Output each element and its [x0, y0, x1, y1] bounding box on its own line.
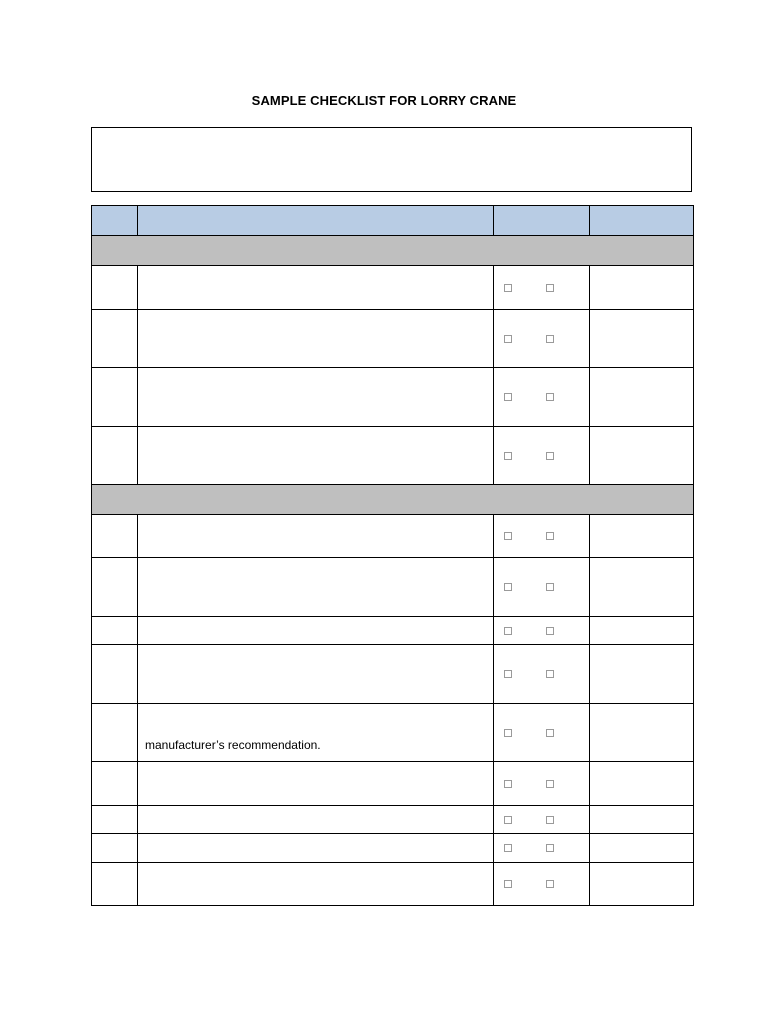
row-check-cell	[494, 427, 590, 485]
yes-checkbox[interactable]	[504, 816, 512, 824]
yes-checkbox[interactable]	[504, 780, 512, 788]
yes-checkbox[interactable]	[504, 335, 512, 343]
yes-checkbox[interactable]	[504, 844, 512, 852]
row-check-cell	[494, 806, 590, 834]
table-row	[92, 310, 694, 368]
yes-checkbox[interactable]	[504, 880, 512, 888]
row-remarks-cell	[590, 704, 694, 762]
row-description-cell	[138, 863, 494, 906]
no-checkbox[interactable]	[546, 670, 554, 678]
no-checkbox[interactable]	[546, 452, 554, 460]
row-check-cell	[494, 515, 590, 558]
yes-checkbox[interactable]	[504, 532, 512, 540]
table-row	[92, 762, 694, 806]
row-number-cell	[92, 645, 138, 704]
row-check-cell	[494, 617, 590, 645]
row-remarks-cell	[590, 558, 694, 617]
row-check-cell	[494, 834, 590, 863]
table-row	[92, 704, 694, 762]
table-row	[92, 645, 694, 704]
no-checkbox[interactable]	[546, 844, 554, 852]
row-remarks-cell	[590, 762, 694, 806]
no-checkbox[interactable]	[546, 880, 554, 888]
row-description-cell	[138, 762, 494, 806]
table-row	[92, 266, 694, 310]
row-remarks-cell	[590, 806, 694, 834]
table-row	[92, 515, 694, 558]
row-check-cell	[494, 266, 590, 310]
row-description-cell	[138, 645, 494, 704]
row-number-cell	[92, 762, 138, 806]
row-description-cell	[138, 515, 494, 558]
section-row-1	[92, 236, 694, 266]
yes-checkbox[interactable]	[504, 729, 512, 737]
row-description-cell	[138, 368, 494, 427]
row-number-cell	[92, 427, 138, 485]
row-description-cell	[138, 427, 494, 485]
header-cell-item	[138, 206, 494, 236]
row-description-cell: manufacturer’s recommendation.	[138, 704, 494, 762]
row-check-cell	[494, 645, 590, 704]
row-number-cell	[92, 617, 138, 645]
table-row	[92, 617, 694, 645]
row-number-cell	[92, 704, 138, 762]
yes-checkbox[interactable]	[504, 627, 512, 635]
table-row	[92, 427, 694, 485]
row-remarks-cell	[590, 427, 694, 485]
table-row	[92, 558, 694, 617]
no-checkbox[interactable]	[546, 393, 554, 401]
row-description-cell	[138, 834, 494, 863]
table-row	[92, 834, 694, 863]
row-number-cell	[92, 558, 138, 617]
no-checkbox[interactable]	[546, 816, 554, 824]
section-header-cell	[92, 236, 694, 266]
row-check-cell	[494, 704, 590, 762]
row-description-cell	[138, 266, 494, 310]
table-row	[92, 806, 694, 834]
row-check-cell	[494, 762, 590, 806]
row-check-cell	[494, 863, 590, 906]
row-remarks-cell	[590, 834, 694, 863]
header-cell-check	[494, 206, 590, 236]
header-cell-remarks	[590, 206, 694, 236]
row-description-cell	[138, 310, 494, 368]
row-remarks-cell	[590, 266, 694, 310]
no-checkbox[interactable]	[546, 627, 554, 635]
section-row-2	[92, 485, 694, 515]
row-number-cell	[92, 515, 138, 558]
yes-checkbox[interactable]	[504, 393, 512, 401]
row-description-cell	[138, 617, 494, 645]
no-checkbox[interactable]	[546, 780, 554, 788]
row-number-cell	[92, 266, 138, 310]
header-cell-no	[92, 206, 138, 236]
document-title: SAMPLE CHECKLIST FOR LORRY CRANE	[251, 93, 517, 108]
row-remarks-cell	[590, 310, 694, 368]
no-checkbox[interactable]	[546, 284, 554, 292]
yes-checkbox[interactable]	[504, 452, 512, 460]
row-remarks-cell	[590, 368, 694, 427]
info-box	[91, 127, 692, 192]
row-remarks-cell	[590, 515, 694, 558]
row-number-cell	[92, 806, 138, 834]
yes-checkbox[interactable]	[504, 284, 512, 292]
row-number-cell	[92, 834, 138, 863]
row-description-cell	[138, 806, 494, 834]
yes-checkbox[interactable]	[504, 583, 512, 591]
row-remarks-cell	[590, 645, 694, 704]
table-row	[92, 368, 694, 427]
row-check-cell	[494, 310, 590, 368]
no-checkbox[interactable]	[546, 583, 554, 591]
table-row	[92, 863, 694, 906]
row-remarks-cell	[590, 617, 694, 645]
table-header-row	[92, 206, 694, 236]
row-number-cell	[92, 863, 138, 906]
row-description-cell	[138, 558, 494, 617]
row-remarks-cell	[590, 863, 694, 906]
section-header-cell	[92, 485, 694, 515]
row-number-cell	[92, 310, 138, 368]
yes-checkbox[interactable]	[504, 670, 512, 678]
no-checkbox[interactable]	[546, 532, 554, 540]
row-number-cell	[92, 368, 138, 427]
no-checkbox[interactable]	[546, 335, 554, 343]
no-checkbox[interactable]	[546, 729, 554, 737]
row-check-cell	[494, 558, 590, 617]
checklist-table	[91, 205, 694, 906]
row-check-cell	[494, 368, 590, 427]
